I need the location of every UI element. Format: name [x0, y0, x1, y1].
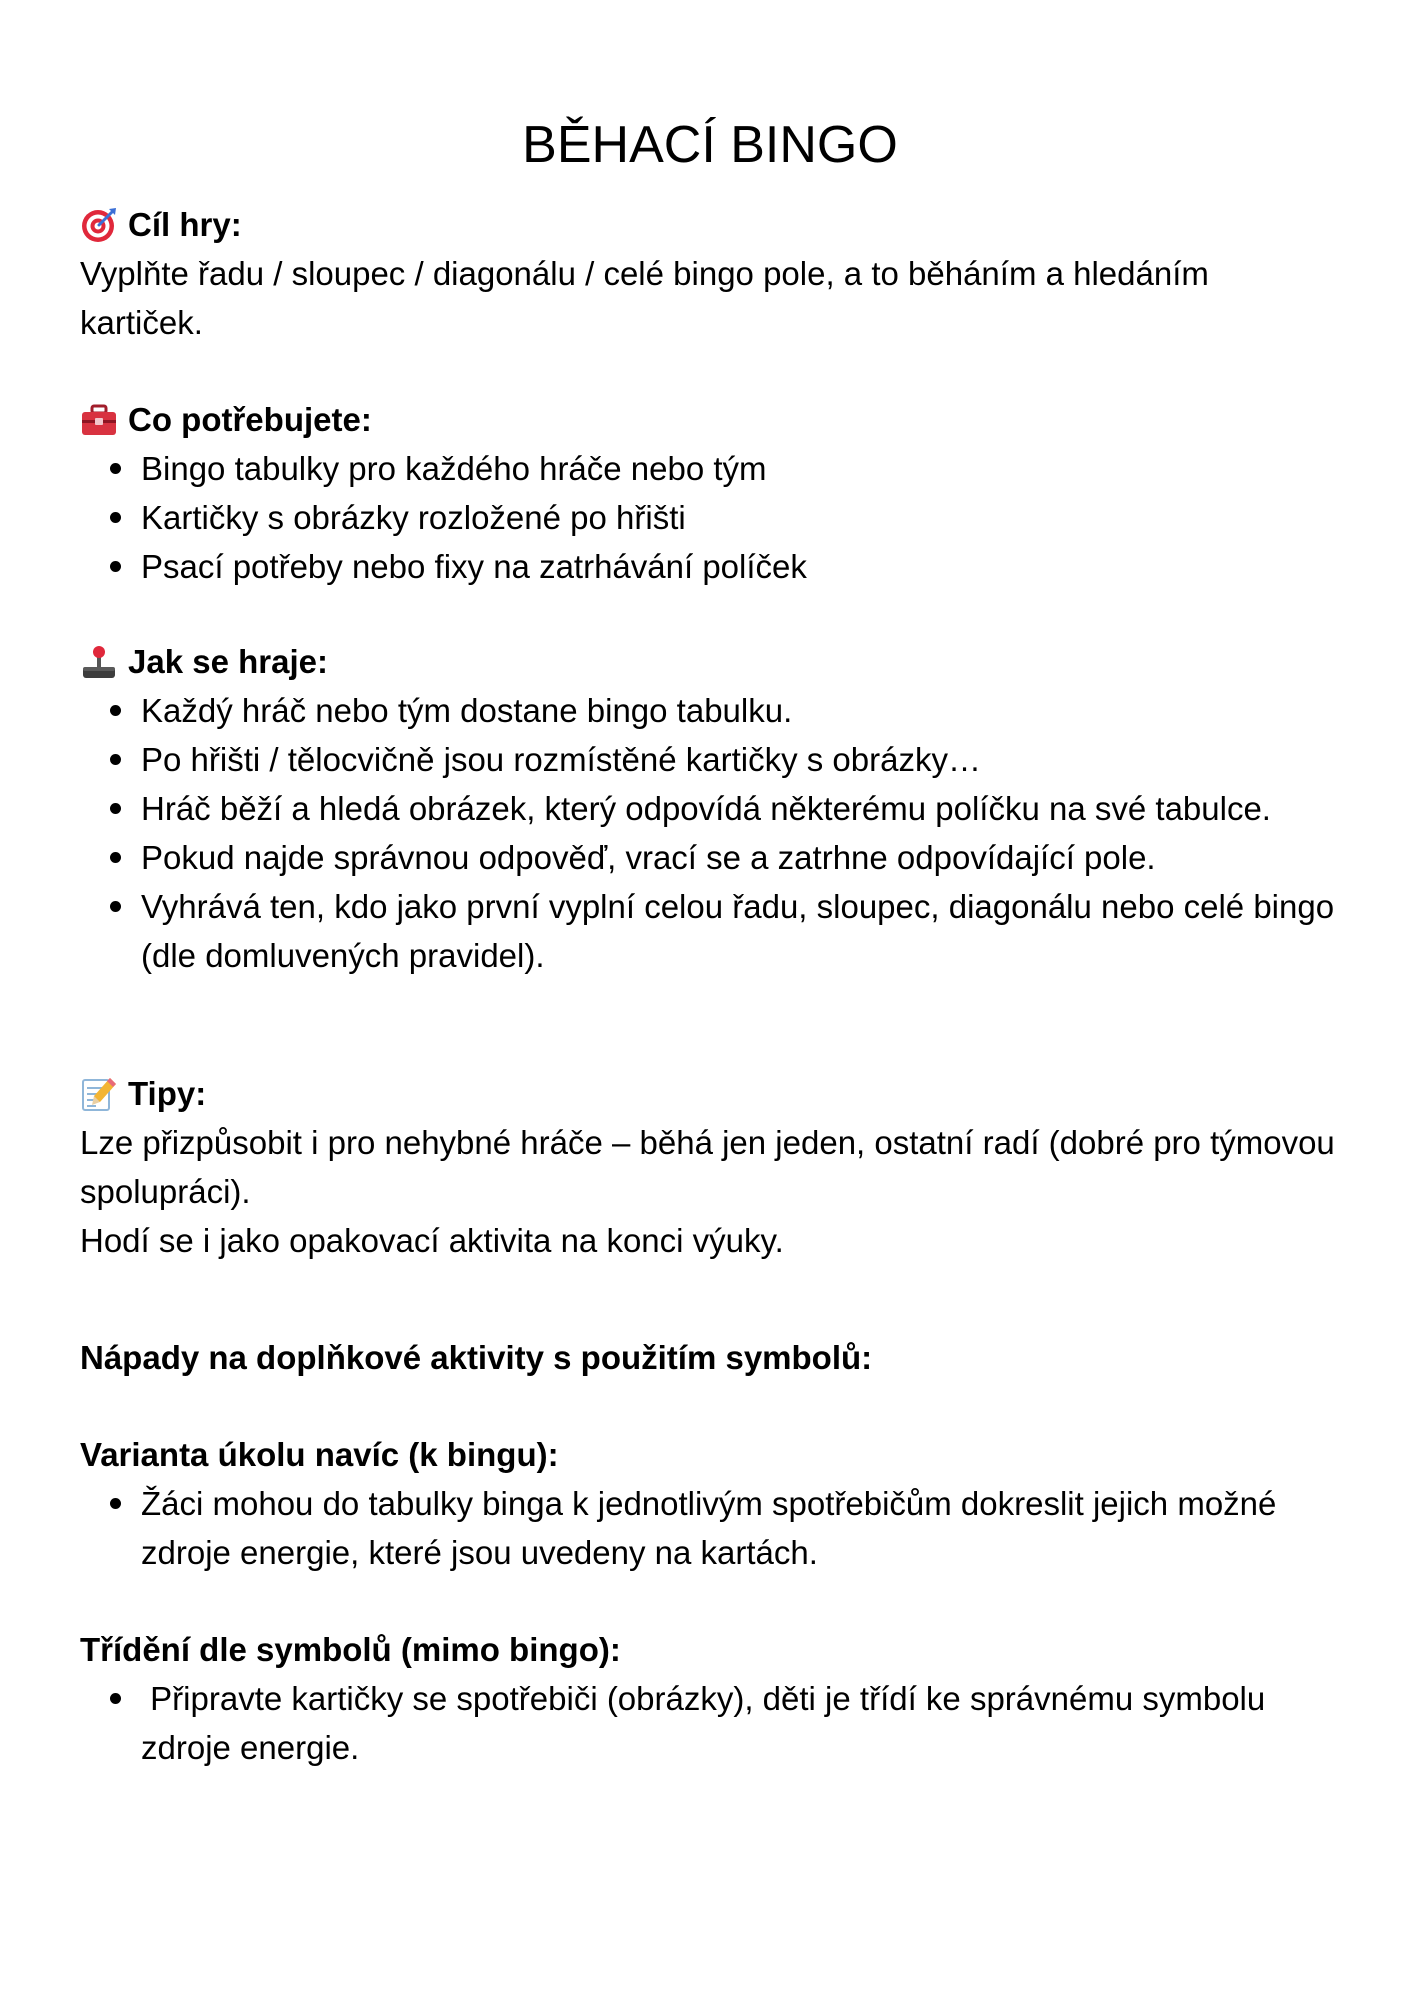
needs-list	[80, 444, 1340, 591]
howto-heading	[80, 637, 1340, 686]
list-item: Vyhrává ten, kdo jako první vyplní celou řadu, sloupec, diagonálu nebo celé bingo (dle domluvených pravidel).	[80, 882, 1340, 980]
tips-text-1: Lze přizpůsobit i pro nehybné hráče – běhá jen jeden, ostatní radí (dobré pro týmovou spolupráci).	[80, 1124, 1335, 1210]
list-item: Kartičky s obrázky rozložené po hřišti	[80, 493, 1340, 542]
ideas-section	[80, 1333, 1340, 1382]
target-icon	[80, 206, 118, 244]
sorting-section	[80, 1625, 1340, 1772]
list-item: Připravte kartičky se spotřebiči (obrázky), děti je třídí ke správnému symbolu zdroje energie.	[80, 1674, 1340, 1772]
howto-section	[80, 637, 1340, 980]
needs-heading	[80, 395, 1340, 444]
toolbox-icon	[80, 401, 118, 439]
sorting-heading: Třídění dle symbolů (mimo bingo):	[80, 1631, 621, 1668]
needs-section	[80, 395, 1340, 591]
tips-text-2: Hodí se i jako opakovací aktivita na konci výuky.	[80, 1222, 784, 1259]
memo-icon	[80, 1075, 118, 1113]
tips-heading-label: Tipy:	[128, 1075, 207, 1112]
tips-heading	[80, 1069, 1340, 1118]
variant-list	[80, 1479, 1340, 1577]
list-item: Bingo tabulky pro každého hráče nebo tým	[80, 444, 1340, 493]
needs-heading-label: Co potřebujete:	[128, 401, 372, 438]
joystick-icon	[80, 643, 118, 681]
ideas-heading: Nápady na doplňkové aktivity s použitím symbolů:	[80, 1339, 873, 1376]
goal-heading-label: Cíl hry:	[128, 206, 242, 243]
goal-section	[80, 200, 1340, 347]
howto-heading-label: Jak se hraje:	[128, 643, 328, 680]
goal-text: Vyplňte řadu / sloupec / diagonálu / celé bingo pole, a to běháním a hledáním kartiček.	[80, 255, 1209, 341]
list-item: Hráč běží a hledá obrázek, který odpovídá některému políčku na své tabulce.	[80, 784, 1340, 833]
page-title: BĚHACÍ BINGO	[522, 116, 898, 174]
sorting-list	[80, 1674, 1340, 1772]
goal-heading	[80, 200, 1340, 249]
howto-list	[80, 686, 1340, 980]
list-item: Psací potřeby nebo fixy na zatrhávání políček	[80, 542, 1340, 591]
tips-section	[80, 1069, 1340, 1265]
list-item: Po hřišti / tělocvičně jsou rozmístěné kartičky s obrázky…	[80, 735, 1340, 784]
list-item: Každý hráč nebo tým dostane bingo tabulku.	[80, 686, 1340, 735]
variant-section	[80, 1430, 1340, 1577]
list-item: Pokud najde správnou odpověď, vrací se a zatrhne odpovídající pole.	[80, 833, 1340, 882]
list-item: Žáci mohou do tabulky binga k jednotlivým spotřebičům dokreslit jejich možné zdroje energie, které jsou uvedeny na kartách.	[80, 1479, 1340, 1577]
variant-heading: Varianta úkolu navíc (k bingu):	[80, 1436, 559, 1473]
